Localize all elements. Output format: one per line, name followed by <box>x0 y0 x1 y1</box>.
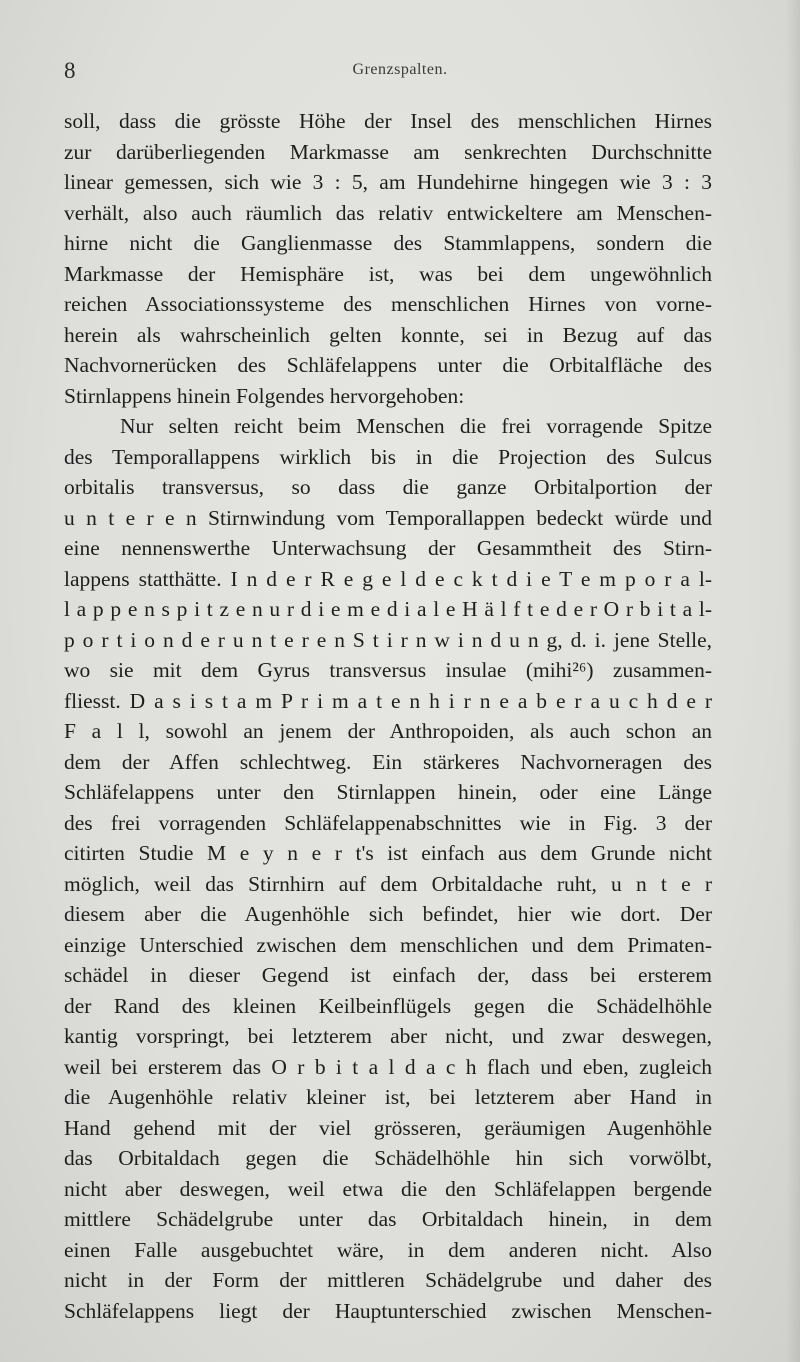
page-number: 8 <box>64 58 76 83</box>
text-line: des frei vorragenden Schläfelappenabschnittes wie in Fig. 3 der <box>64 810 712 835</box>
text-line: wo sie mit dem Gyrus transversus insulae (mihi²⁶) zusammen- <box>64 658 712 682</box>
body-text <box>64 106 712 1326</box>
text-line: des Temporallappens wirklich bis in die Projection des Sulcus <box>64 444 712 469</box>
scan-shadow <box>786 0 800 1362</box>
text-line: F a l l, sowohl an jenem der Anthropoiden, als auch schon an <box>64 719 712 743</box>
text-line: orbitalis transversus, so dass die ganze Orbitalportion der <box>64 475 712 499</box>
text-line: linear gemessen, sich wie 3 : 5, am Hundehirne hingegen wie 3 : 3 <box>64 170 712 194</box>
text-line: Schläfelappens unter den Stirnlappen hinein, oder eine Länge <box>64 780 712 804</box>
text-line: lappens statthätte. I n d e r R e g e l d e c k t d i e T e m p o r a l- <box>64 566 712 591</box>
text-line: diesem aber die Augenhöhle sich befindet, hier wie dort. Der <box>64 902 712 926</box>
text-line: hirne nicht die Ganglienmasse des Stammlappens, sondern die <box>64 231 712 255</box>
text-line: herein als wahrscheinlich gelten konnte, sei in Bezug auf das <box>64 322 712 347</box>
text-line: u n t e r e n Stirnwindung vom Temporallappen bedeckt würde und <box>64 505 712 530</box>
text-line: die Augenhöhle relativ kleiner ist, bei letzterem aber Hand in <box>64 1085 712 1109</box>
page-header <box>64 58 736 88</box>
text-line: weil bei ersterem das O r b i t a l d a c h flach und eben, zugleich <box>64 1054 712 1079</box>
text-line: eine nennenswerthe Unterwachsung der Gesammtheit des Stirn- <box>64 536 712 560</box>
text-line: citirten Studie M e y n e r t's ist einfach aus dem Grunde nicht <box>64 841 712 865</box>
text-line: Nachvornerücken des Schläfelappens unter die Orbitalfläche des <box>64 353 712 377</box>
text-line: p o r t i o n d e r u n t e r e n S t i r n w i n d u n g, d. i. jene Stelle, <box>64 627 712 652</box>
text-line: reichen Associationssysteme des menschlichen Hirnes von vorne- <box>64 292 712 316</box>
text-line: verhält, also auch räumlich das relativ entwickeltere am Menschen- <box>64 200 712 225</box>
text-line: möglich, weil das Stirnhirn auf dem Orbitaldache ruht, u n t e r <box>64 871 712 896</box>
text-line: Markmasse der Hemisphäre ist, was bei dem ungewöhnlich <box>64 261 712 286</box>
text-line: der Rand des kleinen Keilbeinflügels gegen die Schädelhöhle <box>64 993 712 1018</box>
text-line: einzige Unterschied zwischen dem menschlichen und dem Primaten- <box>64 932 712 957</box>
text-line: Hand gehend mit der viel grösseren, geräumigen Augenhöhle <box>64 1115 712 1140</box>
text-line: kantig vorspringt, bei letzterem aber nicht, und zwar deswegen, <box>64 1024 712 1048</box>
text-line: fliesst. D a s i s t a m P r i m a t e n h i r n e a b e r a u c h d e r <box>64 688 712 713</box>
text-line: Stirnlappens hinein Folgendes hervorgehoben: <box>64 383 465 408</box>
text-line: nicht in der Form der mittleren Schädelgrube und daher des <box>64 1268 712 1292</box>
text-line: mittlere Schädelgrube unter das Orbitaldach hinein, in dem <box>64 1207 712 1231</box>
text-line: dem der Affen schlechtweg. Ein stärkeres Nachvorneragen des <box>64 749 712 774</box>
text-line: einen Falle ausgebuchtet wäre, in dem anderen nicht. Also <box>64 1237 712 1262</box>
text-line: schädel in dieser Gegend ist einfach der, dass bei ersterem <box>64 963 712 987</box>
text-line: nicht aber deswegen, weil etwa die den Schläfelappen bergende <box>64 1176 712 1201</box>
running-head: Grenzspalten. <box>352 61 448 78</box>
text-line: zur darüberliegenden Markmasse am senkrechten Durchschnitte <box>64 139 712 164</box>
text-line: l a p p e n s p i t z e n u r d i e m e d i a l e H ä l f t e d e r O r b i t a l- <box>64 597 712 621</box>
text-line: das Orbitaldach gegen die Schädelhöhle hin sich vorwölbt, <box>64 1146 712 1170</box>
text-line: Nur selten reicht beim Menschen die frei vorragende Spitze <box>120 414 712 438</box>
text-line: soll, dass die grösste Höhe der Insel des menschlichen Hirnes <box>64 109 712 133</box>
text-line: Schläfelappens liegt der Hauptunterschied zwischen Menschen- <box>64 1298 712 1323</box>
